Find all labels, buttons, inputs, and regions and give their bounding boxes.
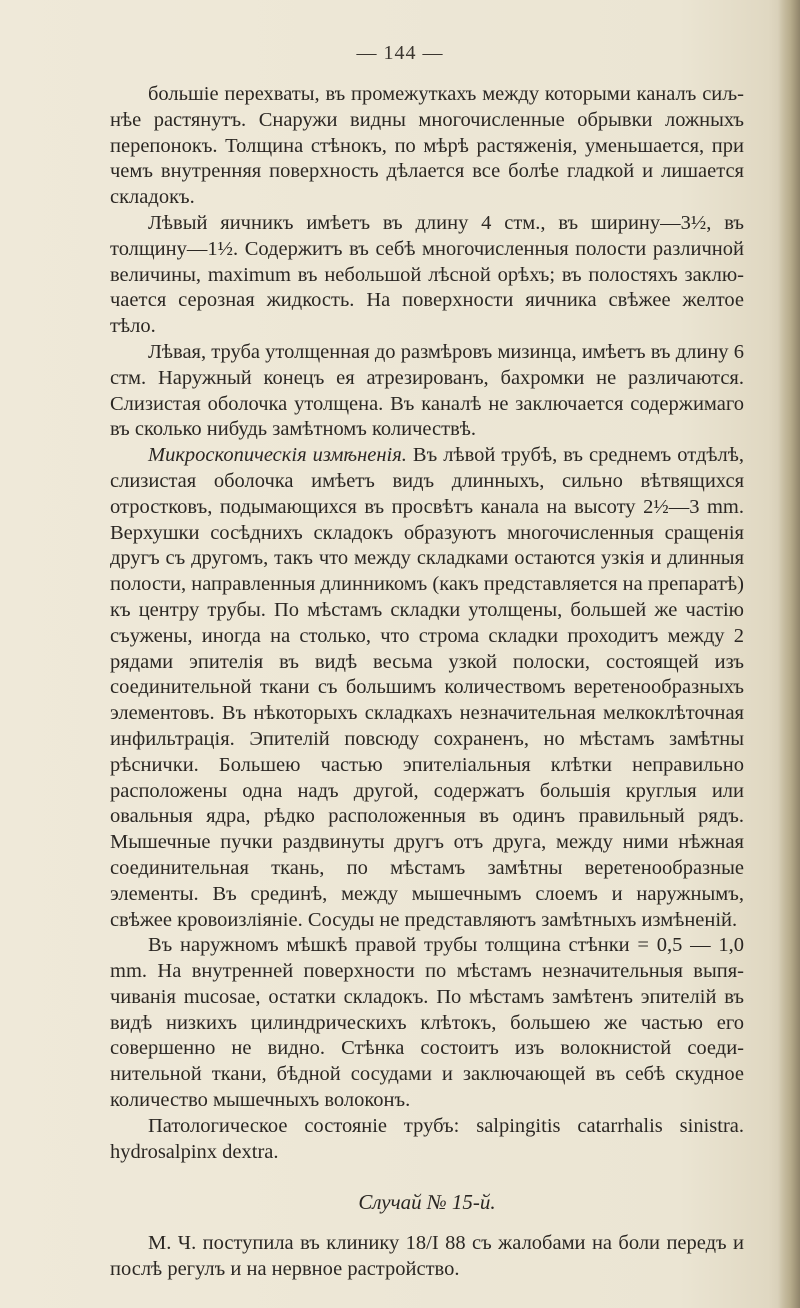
page-edge-shadow <box>778 0 800 1308</box>
paragraph-left-ovary: Лѣвый яичникъ имѣетъ въ длину 4 стм., въ ширину—3½, въ толщину—1½. Содержитъ въ себѣ многочисленныя полости различной величины, maximum въ небольшой лѣсной орѣхъ; въ полостяхъ заключается серозная жидкость. На поверхности яичника свѣжее желтое тѣло. <box>110 211 744 338</box>
paragraph-microscopic-changes <box>110 443 744 933</box>
paragraph-left-tube: Лѣвая, труба утолщенная до размѣровъ мизинца, имѣетъ въ длину 6 стм. Наружный конецъ ея атрезированъ, бахромки не различаются. Слизистая оболочка утолщена. Въ каналѣ не заключается содержимаго въ сколько нибудь замѣтномъ количествѣ. <box>110 340 744 441</box>
page-number: — 144 — <box>356 42 444 64</box>
microscopic-changes-text: Въ лѣвой трубѣ, въ среднемъ отдѣлѣ, слизистая оболочка имѣетъ видъ длинныхъ, сильно вѣтвящихся отростковъ, подымающихся въ просвѣтъ канала на высоту 2½—3 mm. Верхушки сосѣднихъ складокъ образуютъ многочисленныя сращенія другъ съ другомъ, такъ что между складками остаются узкія и длинныя полости, направленныя длинникомъ (какъ представляется на препаратѣ) къ центру трубы. По мѣстамъ складки утолщены, большей же частію съужены, иногда на столько, что строма складки проходитъ между 2 рядами эпителія въ видѣ весьма узкой полоски, состоящей изъ соединительной ткани съ большимъ количествомъ веретенообразныхъ элементовъ. Въ нѣкоторыхъ складкахъ незначительная мелкоклѣточная инфильтрація. Эпителій повсюду сохраненъ, но мѣстамъ замѣтны рѣснички. Большею частью эпителіальныя клѣтки неправильно расположены одна надъ другой, содержатъ большія круглыя или овальныя ядра, рѣдко расположенныя въ одинъ правильный рядъ. Мышечные пучки раздвинуты другъ отъ друга, между ними нѣжная соединительная ткань, по мѣстамъ замѣтны веретенообразные элементы. Въ срединѣ, между мышечнымъ слоемъ и наружнымъ, свѣжее кровоизліяніе. Сосуды не представляютъ замѣтныхъ измѣненій. <box>110 444 744 931</box>
document-body <box>110 82 744 1283</box>
paragraph-diagnosis: Патологическое состояніе трубъ: salpingitis catarrhalis sinistra. hydrosalpinx dextra. <box>110 1114 744 1163</box>
paragraph-right-tube: Въ наружномъ мѣшкѣ правой трубы толщина стѣнки = 0,5 — 1,0 mm. На внутренней поверхности по мѣстамъ незначительныя выпячиванія mucosae, остатки складокъ. По мѣстамъ замѣтенъ эпителій въ видѣ низкихъ цилиндрическихъ клѣтокъ, большею же частью его совершенно не видно. Стѣнка состоитъ изъ волокнистой соединительной ткани, бѣдной сосудами и заключающей въ себѣ скудное количество мышечныхъ волоконъ. <box>110 934 744 1112</box>
microscopic-changes-lead: Микроскопическія измѣненія. <box>148 444 407 467</box>
case-heading: Случай № 15-й. <box>358 1190 496 1215</box>
paragraph-case-intro: М. Ч. поступила въ клинику 18/I 88 съ жалобами на боли передъ и послѣ регулъ и на нервное растройство. <box>110 1232 744 1281</box>
paragraph-tube-description: большіе перехваты, въ промежуткахъ между которыми каналъ сиљнѣе растянутъ. Снаружи видны многочисленные обрывки ложныхъ перепонокъ. Толщина стѣнокъ, по мѣрѣ растяженія, уменьшается, при чемъ внутренняя поверхность дѣлается все болѣе гладкой и лишается складокъ. <box>110 83 744 209</box>
